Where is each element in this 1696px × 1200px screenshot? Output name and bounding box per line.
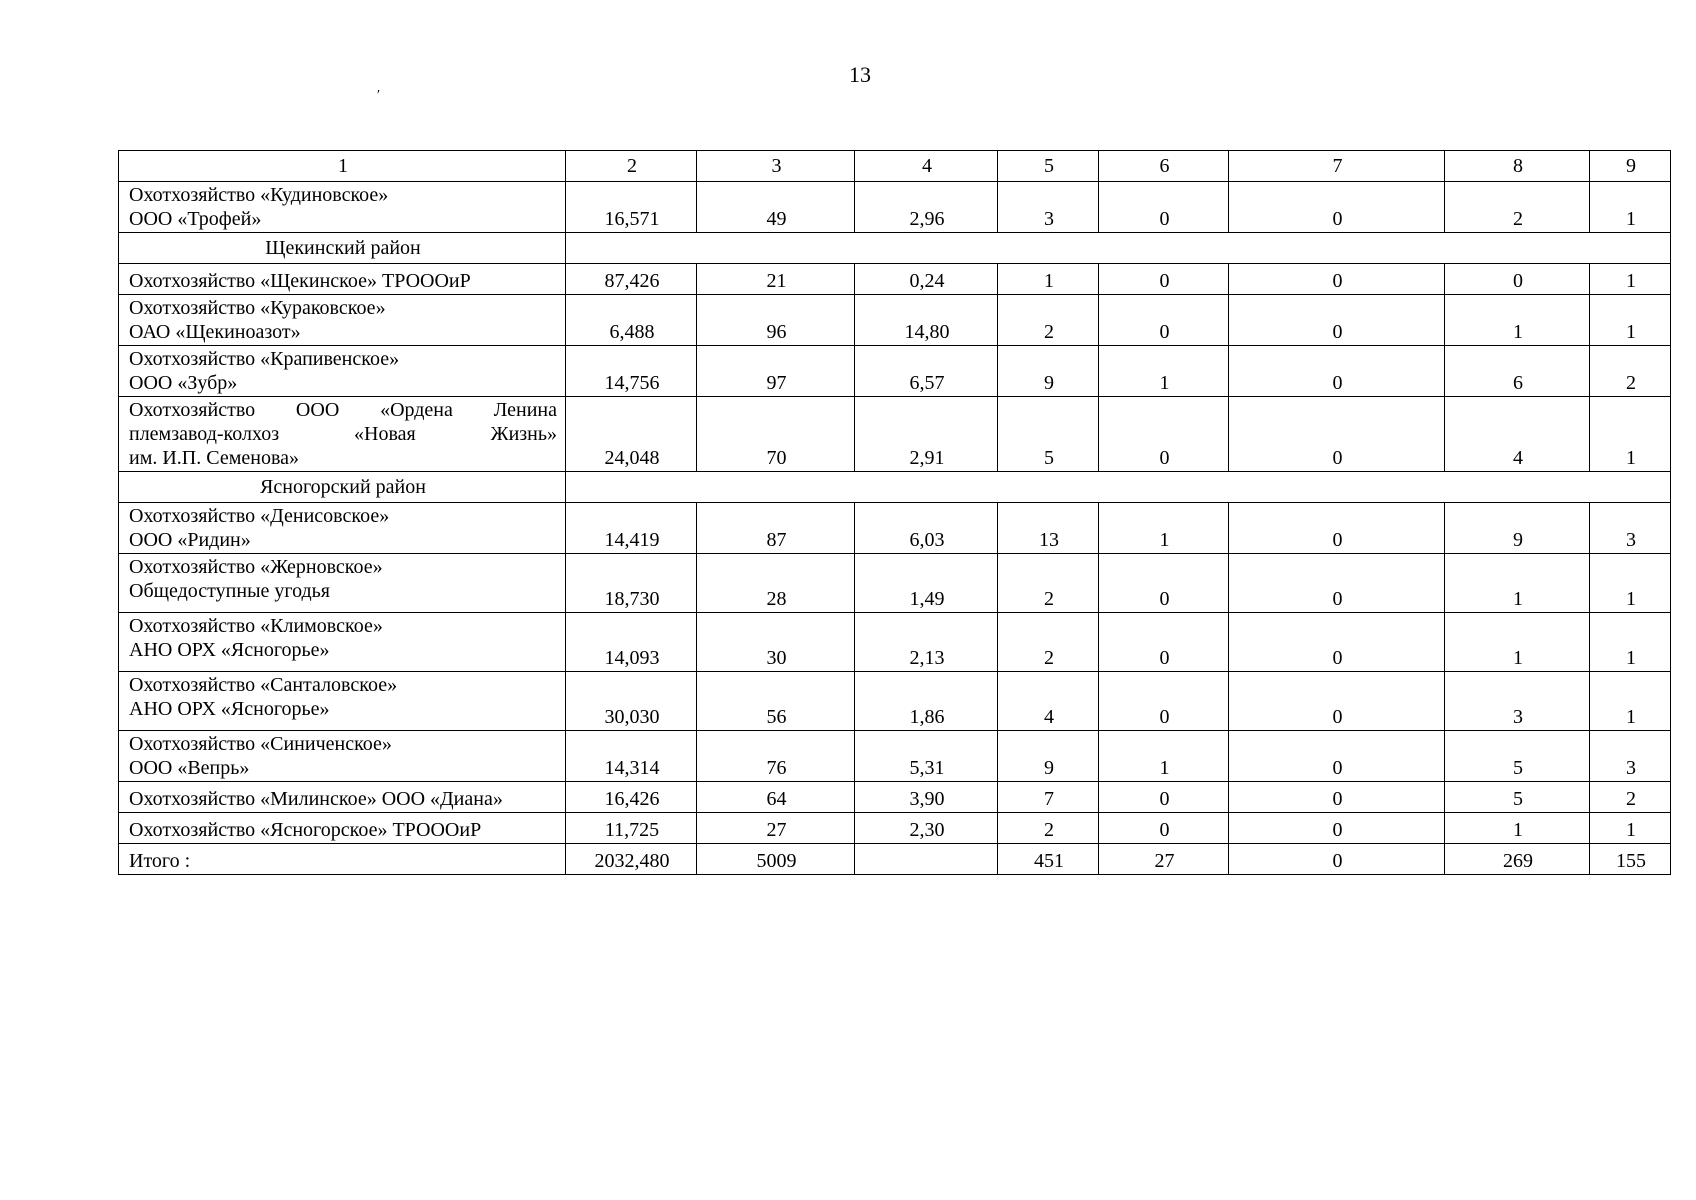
cell-col8: 1 [1445, 554, 1590, 613]
cell-col7: 0 [1229, 813, 1445, 844]
table-row [119, 264, 1671, 295]
table-row [119, 346, 1671, 397]
hunting-farm-name: Охотхозяйство «Климовское» АНО ОРХ «Ясногорье» [119, 613, 566, 672]
cell-col2: 14,314 [566, 731, 697, 782]
cell-col4: 2,13 [855, 613, 998, 672]
table-row [119, 813, 1671, 844]
table-row [119, 613, 1671, 672]
cell-col5: 2 [998, 554, 1099, 613]
hunting-farm-name: Охотхозяйство «Милинское» ООО «Диана» [119, 782, 566, 813]
table-row [119, 672, 1671, 731]
district-row [119, 472, 1671, 503]
total-col9: 155 [1590, 844, 1671, 875]
header-cell: 8 [1445, 151, 1590, 182]
cell-col8: 1 [1445, 613, 1590, 672]
cell-col3: 30 [697, 613, 855, 672]
total-col5: 451 [998, 844, 1099, 875]
statistics-table [118, 150, 1671, 875]
cell-col5: 5 [998, 397, 1099, 472]
cell-col3: 70 [697, 397, 855, 472]
total-col2: 2032,480 [566, 844, 697, 875]
district-row [119, 233, 1671, 264]
cell-col7: 0 [1229, 613, 1445, 672]
cell-col4: 1,86 [855, 672, 998, 731]
hunting-farm-name: Охотхозяйство «Ясногорское» ТРОООиР [119, 813, 566, 844]
cell-col4: 14,80 [855, 295, 998, 346]
cell-col3: 27 [697, 813, 855, 844]
cell-col5: 2 [998, 613, 1099, 672]
table-row [119, 397, 1671, 472]
table-row [119, 782, 1671, 813]
cell-col3: 76 [697, 731, 855, 782]
cell-col5: 13 [998, 503, 1099, 554]
cell-col8: 5 [1445, 782, 1590, 813]
cell-col8: 3 [1445, 672, 1590, 731]
table-row [119, 731, 1671, 782]
hunting-farm-name: Охотхозяйство «Кудиновское» ООО «Трофей» [119, 182, 566, 233]
header-cell: 4 [855, 151, 998, 182]
header-row [119, 151, 1671, 182]
cell-col9: 1 [1590, 397, 1671, 472]
total-label: Итого : [119, 844, 566, 875]
hunting-farm-name: Охотхозяйство «Крапивенское» ООО «Зубр» [119, 346, 566, 397]
cell-col4: 2,91 [855, 397, 998, 472]
cell-col3: 64 [697, 782, 855, 813]
hunting-farm-name: Охотхозяйство ООО «Ордена Ленина племзавод-колхоз «Новая Жизнь» им. И.П. Семенова» [119, 397, 566, 472]
total-col4 [855, 844, 998, 875]
cell-col6: 1 [1099, 346, 1229, 397]
cell-col6: 0 [1099, 813, 1229, 844]
header-cell: 9 [1590, 151, 1671, 182]
cell-col5: 3 [998, 182, 1099, 233]
cell-col2: 14,756 [566, 346, 697, 397]
cell-col9: 1 [1590, 554, 1671, 613]
district-name: Щекинский район [119, 233, 566, 264]
header-cell: 6 [1099, 151, 1229, 182]
header-cell: 2 [566, 151, 697, 182]
cell-col4: 1,49 [855, 554, 998, 613]
cell-col7: 0 [1229, 782, 1445, 813]
cell-col6: 0 [1099, 397, 1229, 472]
cell-col5: 1 [998, 264, 1099, 295]
table-row [119, 295, 1671, 346]
cell-col6: 0 [1099, 295, 1229, 346]
total-col7: 0 [1229, 844, 1445, 875]
district-empty-cell [566, 472, 1671, 503]
district-name: Ясногорский район [119, 472, 566, 503]
cell-col9: 3 [1590, 731, 1671, 782]
cell-col4: 2,30 [855, 813, 998, 844]
cell-col3: 87 [697, 503, 855, 554]
header-cell: 7 [1229, 151, 1445, 182]
cell-col2: 87,426 [566, 264, 697, 295]
hunting-farm-name: Охотхозяйство «Щекинское» ТРОООиР [119, 264, 566, 295]
cell-col2: 30,030 [566, 672, 697, 731]
cell-col5: 4 [998, 672, 1099, 731]
hunting-farm-name: Охотхозяйство «Синиченское» ООО «Вепрь» [119, 731, 566, 782]
cell-col5: 2 [998, 813, 1099, 844]
cell-col9: 1 [1590, 295, 1671, 346]
cell-col6: 0 [1099, 554, 1229, 613]
cell-col3: 96 [697, 295, 855, 346]
cell-col8: 2 [1445, 182, 1590, 233]
cell-col6: 0 [1099, 264, 1229, 295]
cell-col2: 16,426 [566, 782, 697, 813]
cell-col9: 1 [1590, 813, 1671, 844]
cell-col6: 0 [1099, 672, 1229, 731]
cell-col2: 18,730 [566, 554, 697, 613]
cell-col9: 2 [1590, 346, 1671, 397]
table-row [119, 182, 1671, 233]
cell-col4: 6,57 [855, 346, 998, 397]
stray-mark: ′ [377, 88, 381, 103]
cell-col7: 0 [1229, 554, 1445, 613]
page-number: 13 [849, 62, 871, 87]
hunting-farm-name: Охотхозяйство «Кураковское» ОАО «Щекиноазот» [119, 295, 566, 346]
cell-col8: 5 [1445, 731, 1590, 782]
cell-col8: 1 [1445, 295, 1590, 346]
header-cell: 1 [119, 151, 566, 182]
cell-col4: 0,24 [855, 264, 998, 295]
cell-col2: 11,725 [566, 813, 697, 844]
total-col6: 27 [1099, 844, 1229, 875]
header-cell: 3 [697, 151, 855, 182]
cell-col6: 1 [1099, 503, 1229, 554]
table-row [119, 503, 1671, 554]
cell-col9: 3 [1590, 503, 1671, 554]
cell-col2: 6,488 [566, 295, 697, 346]
cell-col2: 16,571 [566, 182, 697, 233]
cell-col8: 0 [1445, 264, 1590, 295]
cell-col6: 0 [1099, 613, 1229, 672]
cell-col5: 9 [998, 731, 1099, 782]
cell-col8: 1 [1445, 813, 1590, 844]
cell-col7: 0 [1229, 295, 1445, 346]
total-row [119, 844, 1671, 875]
cell-col9: 2 [1590, 782, 1671, 813]
cell-col3: 28 [697, 554, 855, 613]
cell-col6: 0 [1099, 182, 1229, 233]
header-cell: 5 [998, 151, 1099, 182]
cell-col4: 2,96 [855, 182, 998, 233]
cell-col6: 0 [1099, 782, 1229, 813]
cell-col3: 56 [697, 672, 855, 731]
cell-col2: 14,419 [566, 503, 697, 554]
cell-col7: 0 [1229, 182, 1445, 233]
cell-col4: 3,90 [855, 782, 998, 813]
cell-col9: 1 [1590, 672, 1671, 731]
hunting-farm-name: Охотхозяйство «Жерновское» Общедоступные угодья [119, 554, 566, 613]
cell-col9: 1 [1590, 182, 1671, 233]
cell-col3: 21 [697, 264, 855, 295]
hunting-farm-name: Охотхозяйство «Денисовское» ООО «Ридин» [119, 503, 566, 554]
cell-col8: 9 [1445, 503, 1590, 554]
total-col8: 269 [1445, 844, 1590, 875]
cell-col7: 0 [1229, 397, 1445, 472]
cell-col7: 0 [1229, 503, 1445, 554]
cell-col7: 0 [1229, 264, 1445, 295]
cell-col7: 0 [1229, 672, 1445, 731]
cell-col8: 6 [1445, 346, 1590, 397]
cell-col8: 4 [1445, 397, 1590, 472]
cell-col7: 0 [1229, 731, 1445, 782]
total-col3: 5009 [697, 844, 855, 875]
cell-col6: 1 [1099, 731, 1229, 782]
cell-col3: 97 [697, 346, 855, 397]
cell-col4: 6,03 [855, 503, 998, 554]
table-row [119, 554, 1671, 613]
cell-col2: 14,093 [566, 613, 697, 672]
cell-col5: 7 [998, 782, 1099, 813]
cell-col7: 0 [1229, 346, 1445, 397]
cell-col2: 24,048 [566, 397, 697, 472]
cell-col3: 49 [697, 182, 855, 233]
district-empty-cell [566, 233, 1671, 264]
cell-col9: 1 [1590, 264, 1671, 295]
cell-col5: 9 [998, 346, 1099, 397]
cell-col4: 5,31 [855, 731, 998, 782]
hunting-farm-name: Охотхозяйство «Санталовское» АНО ОРХ «Ясногорье» [119, 672, 566, 731]
cell-col5: 2 [998, 295, 1099, 346]
cell-col9: 1 [1590, 613, 1671, 672]
